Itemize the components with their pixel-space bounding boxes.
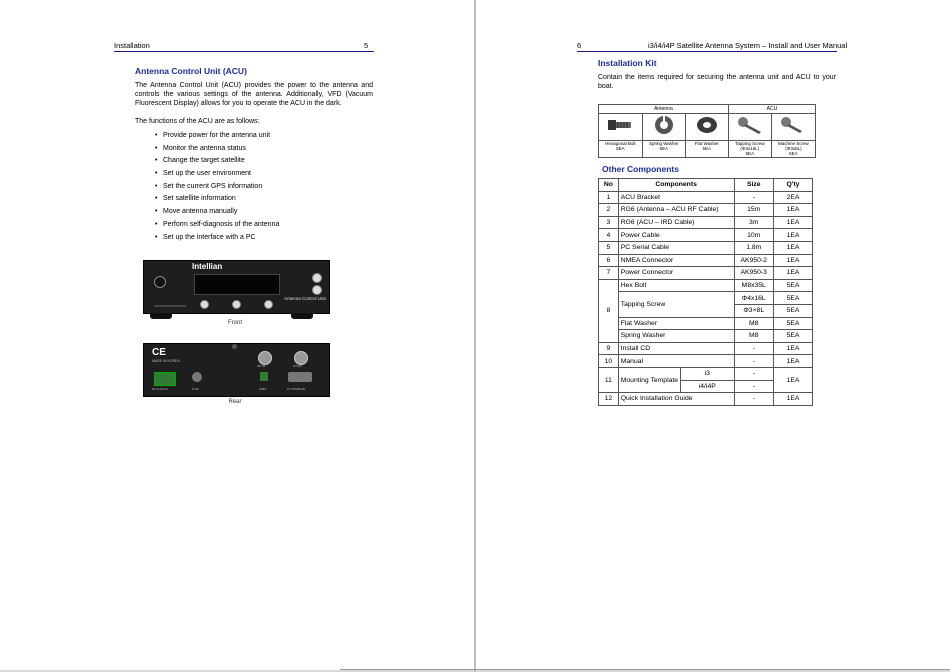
table-row: 2 RG6 (Antenna – ACU RF Cable) 15m 1EA bbox=[599, 204, 813, 217]
kit-item-label: Flat Washer 5EA bbox=[685, 141, 728, 158]
port-label: DC 12-24V IN bbox=[152, 388, 168, 391]
list-item: • Monitor the antenna status bbox=[155, 143, 375, 156]
table-row: Tapping Screw Φ4x16L 5EA bbox=[599, 292, 813, 305]
button-icon bbox=[232, 300, 241, 309]
components-table bbox=[598, 178, 813, 406]
rear-caption: Rear bbox=[228, 399, 242, 405]
col-header: No bbox=[599, 179, 619, 192]
kit-item-label: Machine Screw (Φ3x8L) 5EA bbox=[771, 141, 815, 158]
button-icon bbox=[200, 300, 209, 309]
table-row: 1 ACU Bracket - 2EA bbox=[599, 191, 813, 204]
vfd-display bbox=[194, 274, 280, 295]
table-row: 4 Power Cable 10m 1EA bbox=[599, 229, 813, 242]
model-label: MADE IN KOREA bbox=[152, 359, 180, 363]
front-caption: Front bbox=[227, 320, 242, 326]
table-row: 10 Manual - 1EA bbox=[599, 355, 813, 368]
foot bbox=[291, 313, 313, 319]
port-label: FUSE bbox=[192, 388, 199, 391]
port-label: ANT RF bbox=[293, 365, 302, 368]
rf-connector-icon bbox=[258, 351, 272, 365]
ce-mark: CE bbox=[152, 347, 166, 358]
acu-rear-panel bbox=[143, 343, 330, 397]
kit-group: ACU bbox=[728, 105, 815, 114]
page-gutter bbox=[474, 0, 476, 672]
port-label: IRD RF bbox=[257, 365, 266, 368]
table-row: 12 Quick Installation Guide - 1EA bbox=[599, 393, 813, 406]
knob-icon bbox=[312, 285, 322, 295]
knob-icon bbox=[312, 273, 322, 283]
kit-heading: Installation Kit bbox=[598, 58, 657, 68]
spring-washer-icon bbox=[642, 114, 685, 141]
acu-heading: Antenna Control Unit (ACU) bbox=[135, 66, 247, 76]
acu-intro: The Antenna Control Unit (ACU) provides the power to the antenna and controls the various settings of the antenna. Additionally, VFD (Vacuum Fluorescent Display) allows for you to operate the ACU in the dark. bbox=[135, 82, 373, 107]
list-item: • Set up the interface with a PC bbox=[155, 232, 375, 245]
col-header: Size bbox=[734, 179, 774, 192]
section-header: Installation bbox=[114, 41, 150, 50]
installation-kit-table bbox=[598, 104, 816, 158]
power-connector-icon bbox=[154, 372, 176, 386]
list-item: • Set up the user environment bbox=[155, 168, 375, 181]
table-row: 7 Power Connector AK950-3 1EA bbox=[599, 267, 813, 280]
table-row: 5 PC Serial Cable 1.8m 1EA bbox=[599, 241, 813, 254]
serial-port-icon bbox=[288, 372, 312, 382]
col-header: Q'ty bbox=[774, 179, 813, 192]
port-label: PC INTERFACE bbox=[287, 388, 306, 391]
list-item: • Set the current GPS information bbox=[155, 181, 375, 194]
hex-bolt-icon bbox=[599, 114, 643, 141]
power-button bbox=[154, 276, 166, 288]
table-row: 9 Install CD - 1EA bbox=[599, 342, 813, 355]
list-item: • Change the target satellite bbox=[155, 155, 375, 168]
functions-intro: The functions of the ACU are as follows: bbox=[135, 118, 260, 125]
page-number: 5 bbox=[364, 41, 369, 50]
header-rule bbox=[114, 51, 374, 52]
manual-title: i3/i4/i4P Satellite Antenna System – Install and User Manual bbox=[648, 41, 848, 50]
port-label: NMEA bbox=[259, 388, 267, 391]
table-row: Spring Washer M8 5EA bbox=[599, 330, 813, 343]
kit-intro: Contain the items required for securing the antenna unit and ACU to your boat. bbox=[598, 74, 836, 90]
kit-item-label: Tapping Screw (Φ4x16L) 5EA bbox=[728, 141, 771, 158]
table-row: 8 Hex Bolt M8x35L 5EA bbox=[599, 279, 813, 292]
acu-front-panel bbox=[143, 260, 330, 314]
list-item: • Set satellite information bbox=[155, 193, 375, 206]
tapping-screw-icon bbox=[728, 114, 771, 141]
ground-screw-icon bbox=[232, 344, 237, 349]
machine-screw-icon bbox=[771, 114, 815, 141]
table-row: 11 Mounting Template i3 - 1EA bbox=[599, 367, 813, 380]
functions-list bbox=[155, 130, 375, 244]
front-label: Antenna Control Unit bbox=[284, 296, 326, 301]
kit-group: Antenna bbox=[599, 105, 729, 114]
list-item: • Move antenna manually bbox=[155, 206, 375, 219]
list-item: • Provide power for the antenna unit bbox=[155, 130, 375, 143]
table-row: Flat Washer M8 5EA bbox=[599, 317, 813, 330]
rf-connector-icon bbox=[294, 351, 308, 365]
kit-item-label: Hexagonal Bolt 5EA bbox=[599, 141, 643, 158]
list-item: • Perform self-diagnosis of the antenna bbox=[155, 219, 375, 232]
table-row: 3 RG6 (ACU – IRD Cable) 3m 1EA bbox=[599, 216, 813, 229]
kit-item-label: Spring Washer 5EA bbox=[642, 141, 685, 158]
card-slot bbox=[154, 305, 186, 307]
table-row: i4/i4P - bbox=[599, 380, 813, 393]
header-rule bbox=[577, 51, 837, 52]
table-header-row bbox=[599, 179, 813, 192]
col-header: Components bbox=[618, 179, 734, 192]
foot bbox=[150, 313, 172, 319]
table-row: Φ3×8L 5EA bbox=[599, 304, 813, 317]
page-number: 6 bbox=[577, 41, 582, 50]
brand-logo: Intellian bbox=[192, 262, 223, 271]
table-row: 6 NMEA Connector AK950-2 1EA bbox=[599, 254, 813, 267]
flat-washer-icon bbox=[685, 114, 728, 141]
other-components-heading: Other Components bbox=[602, 164, 679, 174]
button-icon bbox=[264, 300, 273, 309]
bottom-divider bbox=[340, 669, 950, 670]
fuse-icon bbox=[192, 372, 202, 382]
nmea-connector-icon bbox=[260, 372, 268, 381]
